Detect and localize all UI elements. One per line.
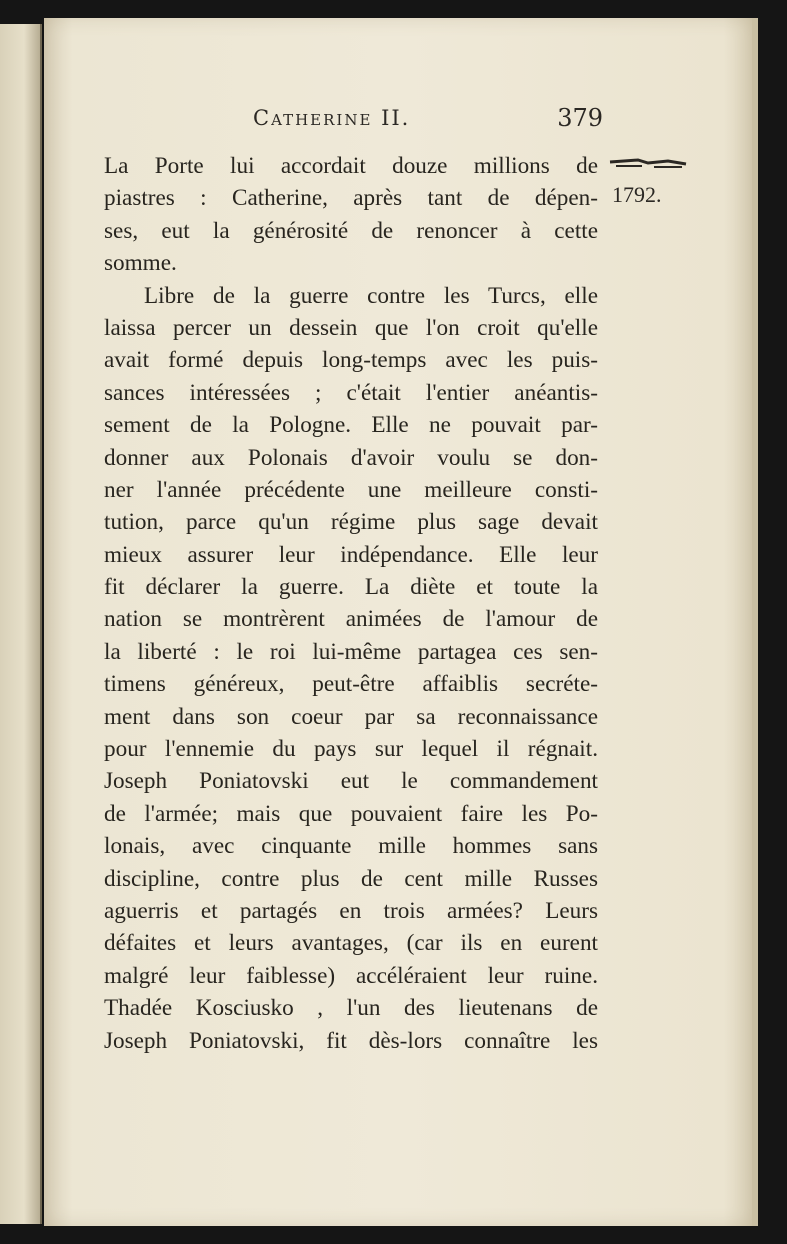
text-line: défaites et leurs avantages, (car ils en eurent: [104, 930, 598, 957]
text-line: Thadée Kosciusko , l'un des lieutenans de: [104, 995, 598, 1022]
text-line: la liberté : le roi lui-même partagea ces sen-: [104, 638, 598, 665]
text-line: aguerris et partagés en trois armées? Leurs: [104, 897, 598, 924]
text-line: mieux assurer leur indépendance. Elle leur: [104, 541, 598, 568]
text-line: malgré leur faiblesse) accéléraient leur ruine.: [104, 962, 598, 989]
text-line: de l'armée; mais que pouvaient faire les Po-: [104, 800, 598, 827]
text-line: La Porte lui accordait douze millions de: [104, 153, 598, 179]
facing-page-edge: [0, 24, 42, 1224]
text-line: sances intéressées ; c'était l'entier anéantis-: [104, 379, 598, 406]
text-line: timens généreux, peut-être affaiblis secréte-: [104, 671, 598, 698]
page-number: 379: [557, 104, 603, 132]
text-line: fit déclarer la guerre. La diète et toute la: [104, 574, 598, 601]
ink-blot-mark: [608, 154, 688, 172]
text-line: avait formé depuis long-temps avec les puis-: [104, 347, 598, 374]
text-line: somme.: [104, 250, 177, 277]
text-line: laissa percer un dessein que l'on croit qu'elle: [104, 314, 598, 341]
text-line: Libre de la guerre contre les Turcs, elle: [144, 282, 598, 309]
page-edge: [752, 18, 758, 1226]
text-line: sement de la Pologne. Elle ne pouvait par-: [104, 412, 598, 439]
page-header: [253, 102, 603, 142]
running-title: Catherine II.: [253, 106, 411, 130]
margin-year-note: 1792.: [612, 182, 662, 207]
text-line: tution, parce qu'un régime plus sage devait: [104, 509, 598, 536]
text-line: lonais, avec cinquante mille hommes sans: [104, 833, 598, 860]
text-line: nation se montrèrent animées de l'amour de: [104, 606, 598, 633]
text-line: Joseph Poniatovski, fit dès-lors connaître les: [104, 1027, 598, 1054]
body-text: [104, 150, 598, 1057]
text-line: donner aux Polonais d'avoir voulu se don-: [104, 444, 598, 471]
text-line: discipline, contre plus de cent mille Russes: [104, 865, 598, 892]
text-line: ses, eut la générosité de renoncer à cette: [104, 217, 598, 244]
text-line: ment dans son coeur par sa reconnaissance: [104, 703, 598, 730]
text-line: pour l'ennemie du pays sur lequel il régnait.: [104, 736, 598, 763]
text-line: Joseph Poniatovski eut le commandement: [104, 768, 598, 795]
text-line: piastres : Catherine, après tant de dépen-: [104, 185, 598, 212]
text-line: ner l'année précédente une meilleure consti-: [104, 476, 598, 503]
